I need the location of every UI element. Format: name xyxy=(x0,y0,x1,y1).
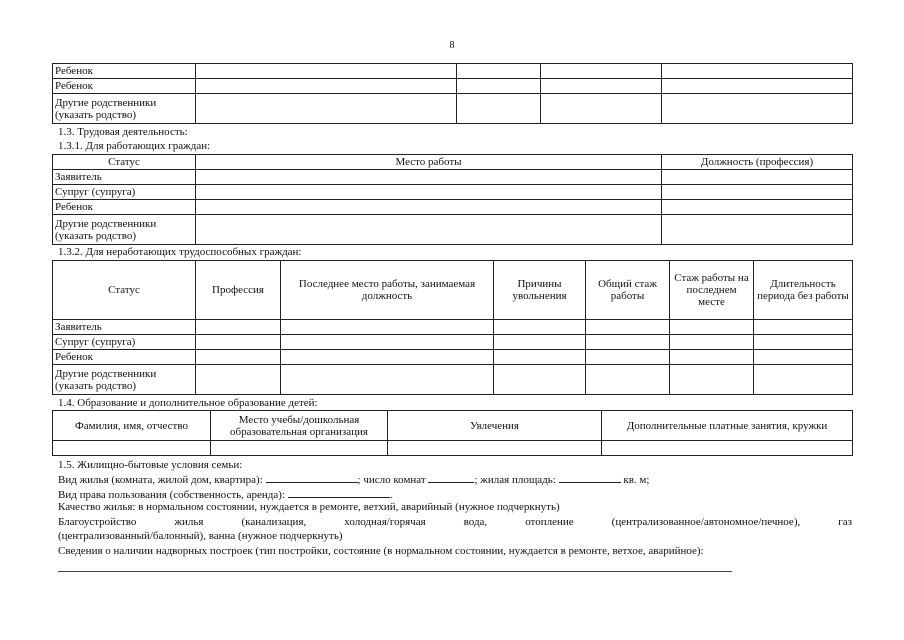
column-header: Длительность периода без работы xyxy=(754,261,853,320)
status-cell: Ребенок xyxy=(53,79,196,94)
table-row xyxy=(53,441,853,456)
area-blank[interactable] xyxy=(559,472,621,483)
amenities-line: Благоустройство жилья (канализация, холодная/горячая вода, отопление (централизованное/автономное/печное), газ xyxy=(58,516,852,528)
status-label-note: (указать родство) xyxy=(55,108,136,121)
quality-line: Качество жилья: в нормальном состоянии, нуждается в ремонте, ветхий, аварийный (нужное подчеркнуть) xyxy=(58,501,560,513)
section-heading: 1.3.1. Для работающих граждан: xyxy=(58,140,211,152)
column-header: Увлечения xyxy=(388,411,602,441)
right-of-use-end: . xyxy=(389,489,393,501)
table-row xyxy=(53,350,853,365)
table-row xyxy=(53,94,853,124)
outbuildings-line: Сведения о наличии надворных построек (тип постройки, состояние (в нормальном состоянии, нуждается в ремонте, ветхое, аварийное): xyxy=(58,545,704,557)
status-cell xyxy=(53,365,196,395)
answer-rule[interactable] xyxy=(58,571,732,572)
amenities-line-2: (централизованный/балонный), ванна (нужное подчеркнуть) xyxy=(58,530,343,542)
rooms-label: ; число комнат xyxy=(357,474,426,486)
column-header: Профессия xyxy=(196,261,281,320)
right-of-use-label: Вид права пользования (собственность, аренда): xyxy=(58,489,286,501)
rooms-blank[interactable] xyxy=(428,472,474,483)
status-cell: Заявитель xyxy=(53,170,196,185)
table-row xyxy=(53,365,853,395)
table-header-row xyxy=(53,261,853,320)
status-label: Другие родственники xyxy=(55,367,157,380)
section-heading: 1.5. Жилищно-бытовые условия семьи: xyxy=(58,459,243,471)
column-header: Последнее место работы, занимаемая должность xyxy=(281,261,494,320)
housing-type-label: Вид жилья (комната, жилой дом, квартира): xyxy=(58,474,263,486)
section-heading: 1.3. Трудовая деятельность: xyxy=(58,126,188,138)
column-header: Место работы xyxy=(196,155,662,170)
column-header: Фамилия, имя, отчество xyxy=(53,411,211,441)
column-header: Дополнительные платные занятия, кружки xyxy=(602,411,853,441)
status-label: Другие родственники xyxy=(55,96,157,109)
table-header-row xyxy=(53,411,853,441)
section-heading: 1.3.2. Для неработающих трудоспособных граждан: xyxy=(58,246,302,258)
section-heading: 1.4. Образование и дополнительное образование детей: xyxy=(58,397,318,409)
status-cell: Ребенок xyxy=(53,200,196,215)
status-cell xyxy=(53,215,196,245)
housing-type-blank[interactable] xyxy=(266,472,358,483)
area-label: ; жилая площадь: xyxy=(474,474,556,486)
table-row xyxy=(53,79,853,94)
column-header: Причины увольнения xyxy=(494,261,586,320)
table-row xyxy=(53,64,853,79)
table-header-row xyxy=(53,155,853,170)
status-label: Другие родственники xyxy=(55,217,157,230)
right-of-use-line xyxy=(58,487,393,502)
table-row xyxy=(53,335,853,350)
table-row xyxy=(53,215,853,245)
table-row xyxy=(53,200,853,215)
housing-type-line xyxy=(58,472,649,487)
table-row xyxy=(53,170,853,185)
column-header: Статус xyxy=(53,155,196,170)
table-row xyxy=(53,320,853,335)
status-cell: Ребенок xyxy=(53,64,196,79)
status-cell: Заявитель xyxy=(53,320,196,335)
column-header: Стаж работы на последнем месте xyxy=(670,261,754,320)
table-row xyxy=(53,185,853,200)
status-cell: Супруг (супруга) xyxy=(53,335,196,350)
area-unit: кв. м; xyxy=(623,474,650,486)
status-label-note: (указать родство) xyxy=(55,379,136,392)
column-header: Место учебы/дошкольная образовательная организация xyxy=(211,411,388,441)
status-cell: Супруг (супруга) xyxy=(53,185,196,200)
status-cell: Ребенок xyxy=(53,350,196,365)
column-header: Статус xyxy=(53,261,196,320)
family-table xyxy=(52,63,853,124)
nonworking-table xyxy=(52,260,853,395)
column-header: Должность (профессия) xyxy=(662,155,853,170)
right-of-use-blank[interactable] xyxy=(288,487,390,498)
status-label-note: (указать родство) xyxy=(55,229,136,242)
page-number: 8 xyxy=(449,40,455,51)
education-table xyxy=(52,410,853,456)
status-cell xyxy=(53,94,196,124)
column-header: Общий стаж работы xyxy=(586,261,670,320)
working-table xyxy=(52,154,853,245)
